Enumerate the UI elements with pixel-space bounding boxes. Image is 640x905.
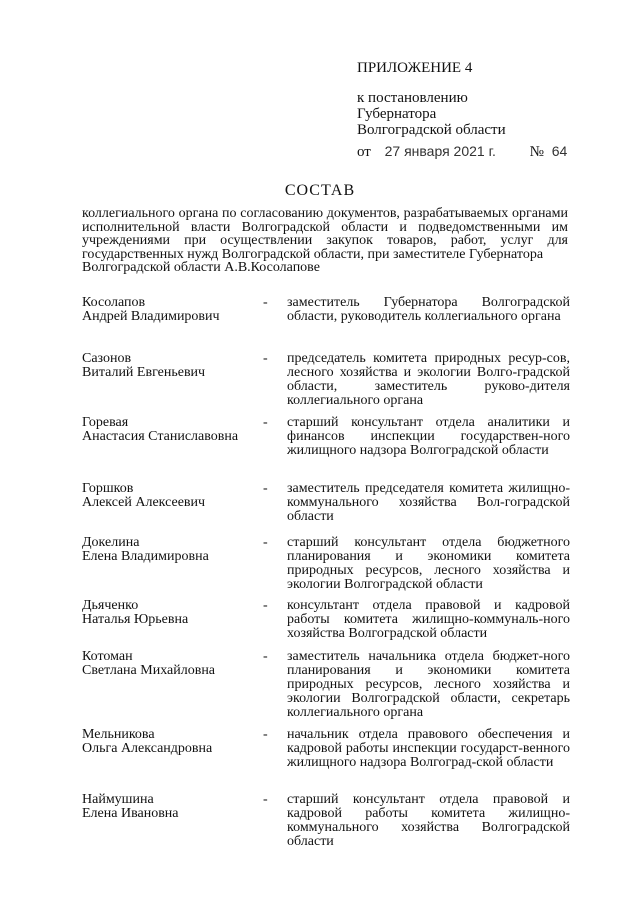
member-role: старший консультант отдела правовой и кадровой работы комитета жилищно-коммунального хозяйства Волгоградской области [287, 792, 570, 849]
decree-number: 64 [551, 143, 568, 159]
member-given-names: Наталья Юрьевна [82, 612, 189, 627]
appendix-title: ПРИЛОЖЕНИЕ 4 [357, 60, 473, 76]
subtitle-main: коллегиального органа по согласованию документов, разрабатываемых органами исполнительной власти Волгоградской области и подведомственными им учреждениями при осуществлении закупок товаров, работ, услуг для государственных нужд Волгоградской области, при заместителе Губернатора [82, 206, 568, 262]
member-name [82, 482, 257, 510]
member-surname: Дьяченко [82, 598, 139, 613]
member-name [82, 296, 257, 324]
appendix-block [357, 60, 607, 138]
member-given-names: Ольга Александровна [82, 741, 213, 756]
member-surname: Наймушина [82, 792, 154, 807]
member-name [82, 416, 257, 444]
member-dash: - [263, 792, 268, 807]
member-name [82, 352, 257, 380]
subtitle-last-line: Волгоградской области А.В.Косолапове [82, 260, 320, 275]
member-role: председатель комитета природных ресур-сов, лесного хозяйства и экологии Волго-градской области, заместитель руково-дителя коллегиального органа [287, 351, 570, 408]
member-surname: Горевая [82, 415, 129, 430]
member-name [82, 599, 257, 627]
member-name [82, 650, 257, 678]
member-dash: - [263, 598, 268, 613]
document-subtitle [82, 207, 568, 275]
member-given-names: Андрей Владимирович [82, 309, 220, 324]
member-dash: - [263, 351, 268, 366]
member-dash: - [263, 535, 268, 550]
member-given-names: Светлана Михайловна [82, 663, 216, 678]
member-surname: Докелина [82, 535, 140, 550]
member-dash: - [263, 727, 268, 742]
member-name [82, 728, 257, 756]
appendix-line-1: к постановлению [357, 90, 468, 106]
member-given-names: Елена Ивановна [82, 806, 179, 821]
member-dash: - [263, 649, 268, 664]
appendix-line-3: Волгоградской области [357, 122, 506, 138]
member-role: старший консультант отдела аналитики и финансов инспекции государствен-ного жилищного надзора Волгоградской области [287, 415, 570, 458]
appendix-line-2: Губернатора [357, 106, 437, 122]
member-surname: Горшков [82, 481, 134, 496]
member-role: консультант отдела правовой и кадровой работы комитета жилищно-коммуналь-ного хозяйства Волгоградской области [287, 598, 570, 641]
member-surname: Сазонов [82, 351, 132, 366]
member-surname: Мельникова [82, 727, 155, 742]
decree-date: 27 января 2021 г. [384, 143, 496, 159]
member-name [82, 536, 257, 564]
document-title: СОСТАВ [284, 182, 356, 199]
date-prefix: от [357, 144, 371, 160]
member-surname: Котоман [82, 649, 133, 664]
decree-date-line [357, 143, 567, 160]
member-surname: Косолапов [82, 295, 146, 310]
decree-number-label: № [529, 144, 544, 160]
member-name [82, 793, 257, 821]
member-dash: - [263, 415, 268, 430]
member-role: заместитель Губернатора Волгоградской области, руководитель коллегиального органа [287, 295, 570, 324]
member-role: заместитель начальника отдела бюджет-ного планирования и экономики комитета природных ресурсов, лесного хозяйства и экологии Волгоградской области, секретарь коллегиального органа [287, 649, 570, 720]
member-given-names: Елена Владимировна [82, 549, 209, 564]
member-given-names: Виталий Евгеньевич [82, 365, 206, 380]
member-dash: - [263, 481, 268, 496]
member-given-names: Анастасия Станиславовна [82, 429, 239, 444]
member-given-names: Алексей Алексеевич [82, 495, 206, 510]
member-dash: - [263, 295, 268, 310]
member-role: начальник отдела правового обеспечения и кадровой работы инспекции государст-венного жилищного надзора Волгоград-ской области [287, 727, 570, 770]
member-role: заместитель председателя комитета жилищно-коммунального хозяйства Вол-гоградской области [287, 481, 570, 524]
member-role: старший консультант отдела бюджетного планирования и экономики комитета природных ресурсов, лесного хозяйства и экологии Волгоградской области [287, 535, 570, 592]
